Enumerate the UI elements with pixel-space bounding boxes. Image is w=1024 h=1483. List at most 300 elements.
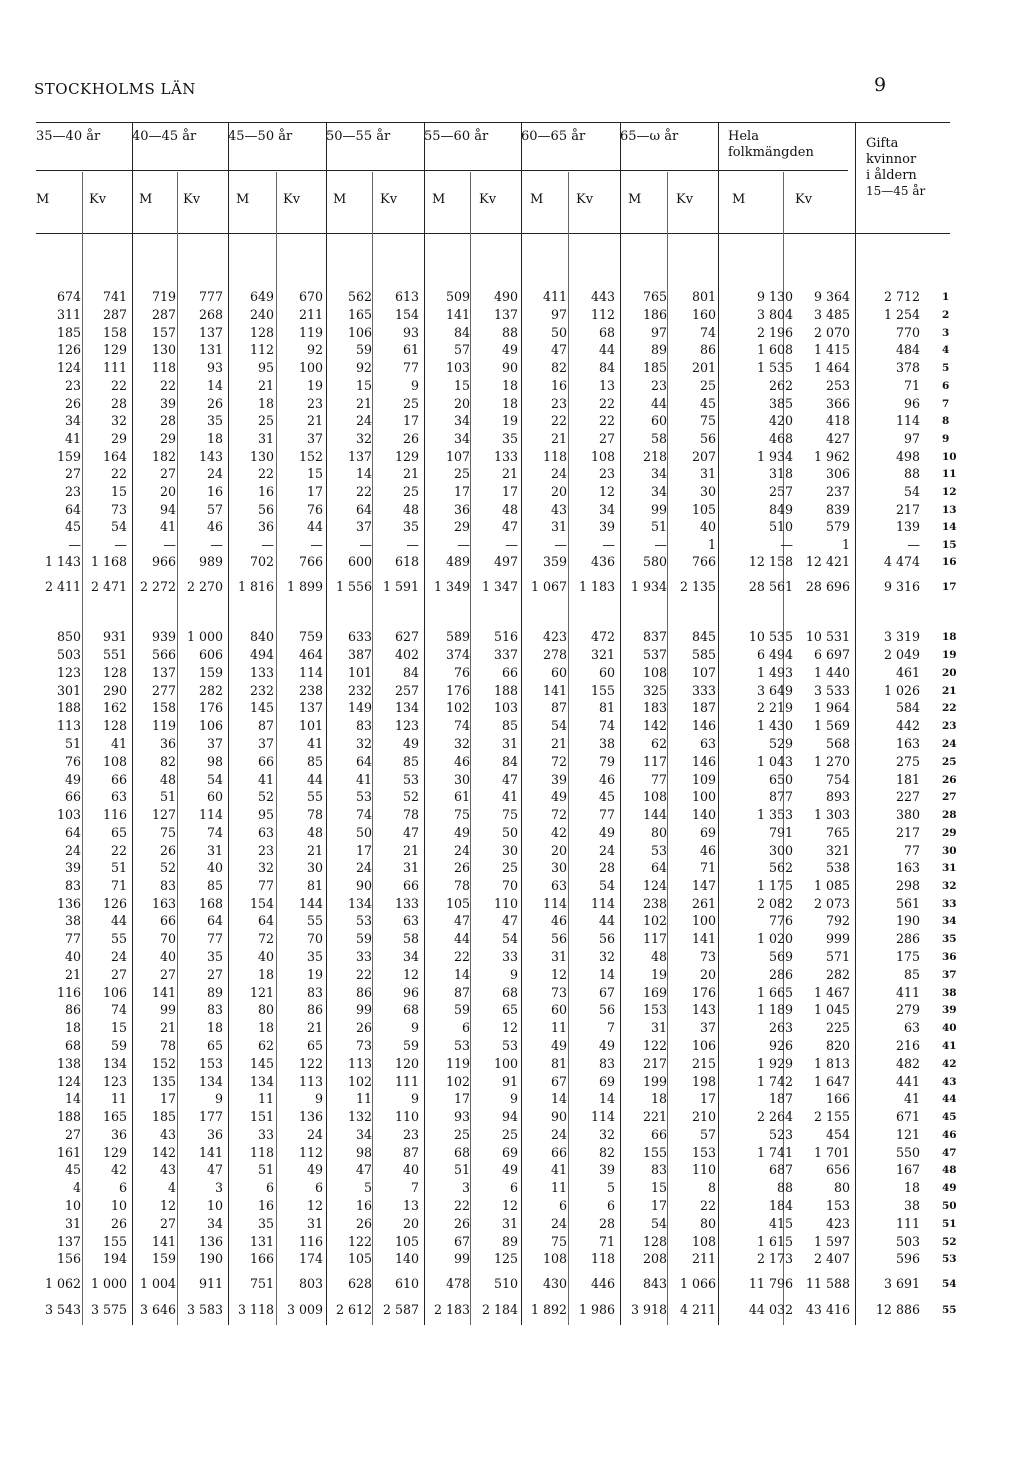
table-cell: 55 [306, 913, 323, 928]
table-cell: 26 [355, 1216, 372, 1231]
table-cell: 37 [355, 519, 372, 534]
table-cell: 18 [257, 1020, 274, 1035]
table-cell: 52 [402, 789, 419, 804]
table-cell: 65 [110, 825, 127, 840]
table-cell: 56 [550, 931, 567, 946]
table-cell: 85 [206, 878, 223, 893]
table-cell: 32 [355, 736, 372, 751]
table-cell: — [359, 537, 372, 552]
table-cell: 116 [102, 807, 127, 822]
table-cell: 12 [159, 1198, 176, 1213]
row-number: 8 [942, 415, 950, 427]
table-cell: 12 [550, 967, 567, 982]
table-cell: 110 [394, 1109, 419, 1124]
table-cell: 116 [298, 1234, 323, 1249]
table-cell: 837 [642, 629, 667, 644]
table-cell: 66 [159, 913, 176, 928]
table-cell: 671 [895, 1109, 920, 1124]
row-number: 19 [942, 649, 957, 661]
table-cell: 112 [298, 1145, 323, 1160]
age-group-header: 50—55 år [326, 129, 391, 144]
table-cell: 207 [691, 449, 716, 464]
table-cell: 85 [306, 754, 323, 769]
table-cell: 22 [159, 378, 176, 393]
table-cell: 68 [402, 1002, 419, 1017]
table-cell: 60 [550, 1002, 567, 1017]
table-cell: 218 [642, 449, 667, 464]
table-cell: 3 918 [630, 1302, 667, 1317]
table-cell: 80 [257, 1002, 274, 1017]
table-cell: 55 [306, 789, 323, 804]
table-cell: 44 [306, 519, 323, 534]
table-cell: 278 [542, 647, 567, 662]
table-cell: 28 696 [805, 579, 850, 594]
table-cell: 105 [394, 1234, 419, 1249]
table-cell: 67 [598, 985, 615, 1000]
table-cell: 27 [159, 466, 176, 481]
table-cell: 174 [298, 1251, 323, 1266]
table-cell: 138 [56, 1056, 81, 1071]
table-cell: 97 [550, 307, 567, 322]
table-cell: 147 [691, 878, 716, 893]
table-cell: 17 [159, 1091, 176, 1106]
table-cell: 35 [206, 413, 223, 428]
table-cell: 166 [825, 1091, 850, 1106]
row-number: 26 [942, 774, 957, 786]
table-cell: 19 [306, 967, 323, 982]
table-cell: 6 [118, 1180, 127, 1195]
table-cell: 37 [206, 736, 223, 751]
table-cell: 59 [110, 1038, 127, 1053]
table-cell: 107 [445, 449, 470, 464]
table-cell: 702 [249, 554, 274, 569]
table-cell: 32 [355, 431, 372, 446]
table-cell: 11 [257, 1091, 274, 1106]
table-cell: 606 [198, 647, 223, 662]
table-cell: 9 [314, 1091, 323, 1106]
table-cell: 32 [598, 949, 615, 964]
table-cell: 674 [56, 289, 81, 304]
sex-header-male: M [432, 192, 446, 207]
table-cell: 446 [590, 1276, 615, 1291]
table-cell: 12 [598, 484, 615, 499]
table-cell: 411 [895, 985, 920, 1000]
table-cell: 510 [768, 519, 793, 534]
table-cell: 41 [64, 431, 81, 446]
table-cell: 359 [542, 554, 567, 569]
table-cell: 21 [355, 396, 372, 411]
table-cell: 216 [895, 1038, 920, 1053]
table-cell: 90 [355, 878, 372, 893]
table-cell: 49 [501, 342, 518, 357]
table-cell: 169 [642, 985, 667, 1000]
table-cell: 2 196 [756, 325, 793, 340]
table-cell: 893 [825, 789, 850, 804]
table-cell: 52 [257, 789, 274, 804]
table-cell: 107 [691, 665, 716, 680]
table-cell: 163 [895, 736, 920, 751]
table-cell: 29 [159, 431, 176, 446]
table-cell: 99 [159, 1002, 176, 1017]
table-cell: 22 [453, 949, 470, 964]
row-number: 29 [942, 827, 957, 839]
table-cell: 656 [825, 1162, 850, 1177]
table-cell: 34 [453, 413, 470, 428]
table-cell: 1 004 [139, 1276, 176, 1291]
table-cell: 100 [691, 913, 716, 928]
table-cell: 163 [151, 896, 176, 911]
table-cell: 385 [768, 396, 793, 411]
table-cell: 1 934 [630, 579, 667, 594]
table-cell: 279 [895, 1002, 920, 1017]
table-cell: 21 [501, 466, 518, 481]
table-cell: 21 [159, 1020, 176, 1035]
table-cell: 102 [445, 700, 470, 715]
table-cell: — [602, 537, 615, 552]
table-cell: 123 [56, 665, 81, 680]
table-cell: 50 [501, 825, 518, 840]
table-cell: 1 986 [578, 1302, 615, 1317]
table-cell: 2 270 [186, 579, 223, 594]
table-cell: 64 [355, 502, 372, 517]
table-cell: 99 [355, 1002, 372, 1017]
table-cell: 141 [445, 307, 470, 322]
table-cell: 28 561 [748, 579, 793, 594]
table-cell: 121 [895, 1127, 920, 1142]
table-cell: 6 [461, 1020, 470, 1035]
table-cell: 23 [650, 378, 667, 393]
row-number: 42 [942, 1058, 957, 1070]
table-cell: 9 [410, 378, 419, 393]
table-cell: 53 [402, 772, 419, 787]
table-cell: 38 [903, 1198, 920, 1213]
table-cell: 366 [825, 396, 850, 411]
table-cell: 27 [64, 1127, 81, 1142]
table-cell: 49 [453, 825, 470, 840]
table-cell: 4 [72, 1180, 81, 1195]
total-header-line2: folkmängden [728, 145, 814, 160]
table-cell: 402 [394, 647, 419, 662]
table-cell: 40 [257, 949, 274, 964]
table-cell: 21 [550, 736, 567, 751]
table-cell: 35 [257, 1216, 274, 1231]
table-cell: 126 [102, 896, 127, 911]
table-cell: 23 [64, 378, 81, 393]
table-cell: 53 [650, 843, 667, 858]
table-cell: 306 [825, 466, 850, 481]
sex-header-male: M [236, 192, 250, 207]
table-cell: 54 [501, 931, 518, 946]
table-cell: 146 [691, 754, 716, 769]
table-cell: 18 [257, 396, 274, 411]
table-cell: 1 254 [883, 307, 920, 322]
table-cell: 6 [509, 1180, 518, 1195]
table-cell: 56 [598, 1002, 615, 1017]
table-cell: 51 [257, 1162, 274, 1177]
table-cell: 1 816 [237, 579, 274, 594]
table-cell: 227 [895, 789, 920, 804]
table-cell: 21 [306, 843, 323, 858]
table-cell: 22 [110, 466, 127, 481]
table-cell: 12 421 [805, 554, 850, 569]
table-cell: 198 [691, 1074, 716, 1089]
table-cell: 1 962 [813, 449, 850, 464]
table-cell: 17 [453, 1091, 470, 1106]
table-cell: 63 [699, 736, 716, 751]
table-cell: 776 [768, 913, 793, 928]
table-cell: 103 [493, 700, 518, 715]
table-cell: 569 [768, 949, 793, 964]
table-cell: 3 009 [286, 1302, 323, 1317]
table-cell: 378 [895, 360, 920, 375]
table-cell: 2 155 [813, 1109, 850, 1124]
table-cell: 31 [64, 1216, 81, 1231]
table-cell: 497 [493, 554, 518, 569]
table-cell: 140 [394, 1251, 419, 1266]
table-cell: 122 [642, 1038, 667, 1053]
table-cell: 117 [642, 931, 667, 946]
table-cell: 325 [642, 683, 667, 698]
table-cell: 10 531 [805, 629, 850, 644]
table-cell: 39 [64, 860, 81, 875]
table-cell: 566 [151, 647, 176, 662]
table-cell: 441 [895, 1074, 920, 1089]
table-cell: 232 [347, 683, 372, 698]
table-cell: 1 270 [813, 754, 850, 769]
table-cell: 159 [198, 665, 223, 680]
row-number: 40 [942, 1022, 957, 1034]
table-cell: 158 [102, 325, 127, 340]
row-number: 6 [942, 380, 950, 392]
table-cell: 9 [509, 1091, 518, 1106]
table-cell: 154 [394, 307, 419, 322]
table-cell: 430 [542, 1276, 567, 1291]
table-cell: 1 000 [186, 629, 223, 644]
table-cell: 11 [355, 1091, 372, 1106]
table-cell: 97 [650, 325, 667, 340]
row-number: 27 [942, 791, 957, 803]
table-cell: 3 649 [756, 683, 793, 698]
table-cell: 210 [691, 1109, 716, 1124]
table-cell: 144 [298, 896, 323, 911]
table-cell: 82 [550, 360, 567, 375]
married-header-line1: Gifta [866, 136, 899, 151]
table-cell: 561 [895, 896, 920, 911]
table-cell: 40 [402, 1162, 419, 1177]
table-cell: 12 [501, 1198, 518, 1213]
table-cell: 106 [198, 718, 223, 733]
table-cell: 194 [102, 1251, 127, 1266]
table-cell: 418 [825, 413, 850, 428]
table-cell: 187 [768, 1091, 793, 1106]
table-cell: 114 [198, 807, 223, 822]
table-cell: 57 [699, 1127, 716, 1142]
table-cell: 20 [699, 967, 716, 982]
table-cell: 48 [650, 949, 667, 964]
table-cell: 124 [56, 360, 81, 375]
table-cell: 136 [198, 1234, 223, 1249]
table-cell: 101 [347, 665, 372, 680]
table-cell: 509 [445, 289, 470, 304]
table-cell: 54 [550, 718, 567, 733]
table-cell: 75 [550, 1234, 567, 1249]
table-cell: 845 [691, 629, 716, 644]
table-cell: 66 [650, 1127, 667, 1142]
table-cell: 238 [642, 896, 667, 911]
row-number: 5 [942, 362, 950, 374]
age-group-header: 45—50 år [228, 129, 293, 144]
table-cell: 277 [151, 683, 176, 698]
table-cell: 35 [402, 519, 419, 534]
table-cell: 134 [198, 1074, 223, 1089]
table-cell: 41 [501, 789, 518, 804]
table-cell: — [554, 537, 567, 552]
table-cell: 1 020 [756, 931, 793, 946]
married-header-line3: i åldern [866, 168, 917, 183]
table-cell: 14 [206, 378, 223, 393]
table-cell: 59 [453, 1002, 470, 1017]
table-cell: 777 [198, 289, 223, 304]
table-cell: 10 [110, 1198, 127, 1213]
row-number: 46 [942, 1129, 957, 1141]
table-cell: 114 [590, 896, 615, 911]
table-cell: 154 [249, 896, 274, 911]
table-cell: 27 [159, 1216, 176, 1231]
table-cell: 14 [453, 967, 470, 982]
table-cell: 96 [903, 396, 920, 411]
table-cell: 113 [56, 718, 81, 733]
table-cell: 1 493 [756, 665, 793, 680]
table-cell: 31 [699, 466, 716, 481]
table-cell: 108 [590, 449, 615, 464]
table-cell: — [310, 537, 323, 552]
table-cell: 56 [598, 931, 615, 946]
table-cell: 15 [650, 1180, 667, 1195]
table-cell: 74 [110, 1002, 127, 1017]
row-number: 2 [942, 309, 950, 321]
table-cell: 87 [550, 700, 567, 715]
table-cell: 478 [445, 1276, 470, 1291]
table-cell: 503 [56, 647, 81, 662]
table-cell: 423 [542, 629, 567, 644]
table-cell: 73 [550, 985, 567, 1000]
table-cell: 49 [598, 1038, 615, 1053]
table-cell: 3 485 [813, 307, 850, 322]
table-cell: 580 [642, 554, 667, 569]
table-cell: 54 [110, 519, 127, 534]
table-cell: 850 [56, 629, 81, 644]
table-cell: 92 [355, 360, 372, 375]
table-cell: 1 303 [813, 807, 850, 822]
sex-header-female: Kv [183, 192, 201, 207]
table-cell: 78 [306, 807, 323, 822]
table-cell: 11 [110, 1091, 127, 1106]
table-cell: 80 [699, 1216, 716, 1231]
table-cell: 132 [347, 1109, 372, 1124]
table-cell: 44 [650, 396, 667, 411]
table-cell: 31 [306, 1216, 323, 1231]
table-cell: 153 [691, 1145, 716, 1160]
table-cell: 105 [347, 1251, 372, 1266]
table-cell: 35 [306, 949, 323, 964]
table-cell: 2 049 [883, 647, 920, 662]
table-cell: 253 [825, 378, 850, 393]
table-cell: 11 796 [748, 1276, 793, 1291]
table-cell: 63 [257, 825, 274, 840]
table-cell: 10 [206, 1198, 223, 1213]
row-number: 43 [942, 1076, 957, 1088]
table-cell: 19 [306, 378, 323, 393]
table-cell: 63 [903, 1020, 920, 1035]
table-cell: 47 [453, 913, 470, 928]
table-cell: 1 347 [481, 579, 518, 594]
table-cell: 54 [650, 1216, 667, 1231]
table-cell: 185 [151, 1109, 176, 1124]
table-cell: 63 [402, 913, 419, 928]
table-cell: 167 [895, 1162, 920, 1177]
table-cell: 41 [903, 1091, 920, 1106]
table-cell: 160 [691, 307, 716, 322]
table-cell: 47 [501, 519, 518, 534]
table-cell: 387 [347, 647, 372, 662]
table-cell: 22 [110, 378, 127, 393]
row-number: 21 [942, 685, 957, 697]
row-number: 23 [942, 720, 957, 732]
table-cell: 89 [501, 1234, 518, 1249]
table-cell: 68 [453, 1145, 470, 1160]
table-cell: 26 [355, 1020, 372, 1035]
table-cell: 131 [249, 1234, 274, 1249]
table-cell: 31 [501, 1216, 518, 1231]
table-cell: 12 [501, 1020, 518, 1035]
table-cell: 1 597 [813, 1234, 850, 1249]
table-cell: 15 [453, 378, 470, 393]
table-cell: 64 [206, 913, 223, 928]
table-cell: 41 [306, 736, 323, 751]
table-cell: 2 173 [756, 1251, 793, 1266]
table-cell: 503 [895, 1234, 920, 1249]
table-cell: 27 [598, 431, 615, 446]
table-cell: 78 [402, 807, 419, 822]
table-cell: — [907, 537, 920, 552]
table-cell: 2 183 [433, 1302, 470, 1317]
table-cell: 633 [347, 629, 372, 644]
table-cell: 1 353 [756, 807, 793, 822]
table-cell: 73 [355, 1038, 372, 1053]
table-cell: 76 [453, 665, 470, 680]
table-cell: 911 [198, 1276, 223, 1291]
table-cell: 68 [598, 325, 615, 340]
table-cell: 2 073 [813, 896, 850, 911]
table-cell: 22 [110, 843, 127, 858]
table-cell: 120 [394, 1056, 419, 1071]
header-mid-rule [36, 170, 848, 171]
table-cell: 64 [64, 502, 81, 517]
header-bottom-rule [36, 233, 950, 234]
table-cell: 21 [402, 466, 419, 481]
table-cell: 15 [110, 484, 127, 499]
sex-header-male: M [333, 192, 347, 207]
table-cell: 175 [895, 949, 920, 964]
table-cell: 77 [650, 772, 667, 787]
table-cell: 60 [550, 665, 567, 680]
table-cell: 66 [501, 665, 518, 680]
table-cell: 34 [453, 431, 470, 446]
table-cell: 72 [257, 931, 274, 946]
table-cell: 24 [306, 1127, 323, 1142]
table-cell: 51 [453, 1162, 470, 1177]
table-cell: 142 [642, 718, 667, 733]
